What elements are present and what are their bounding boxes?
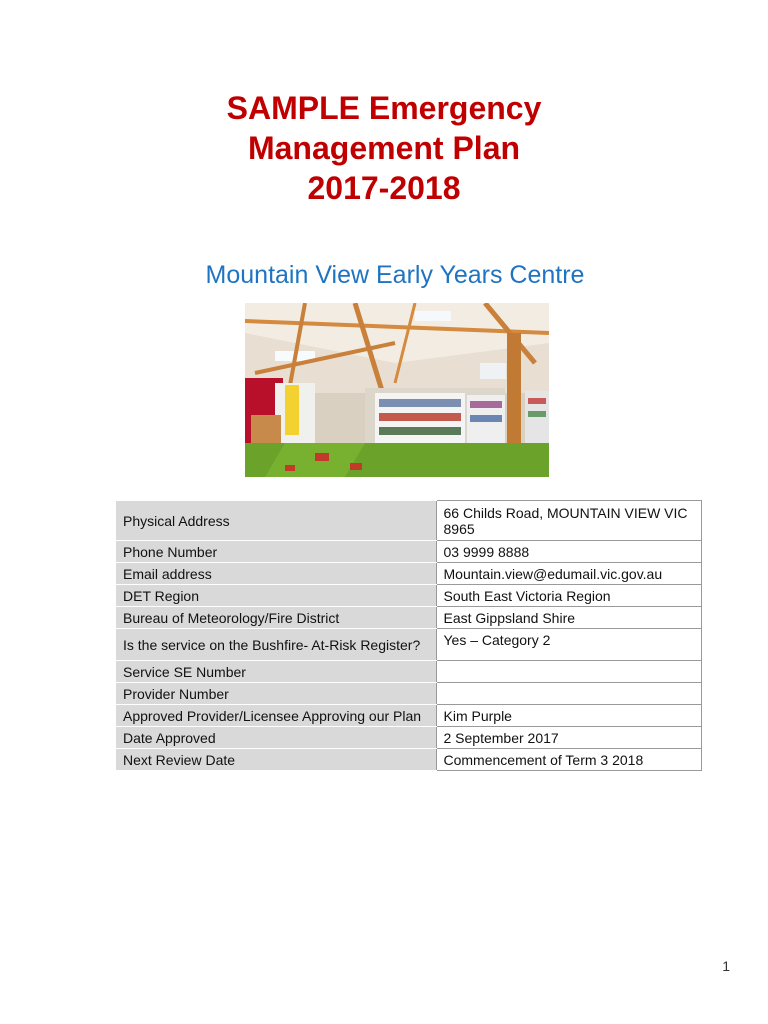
document-title (0, 88, 768, 208)
row-label-date-approved: Date Approved (116, 727, 436, 749)
row-label-service-se-number: Service SE Number (116, 661, 436, 683)
row-value-approved-provider: Kim Purple (436, 705, 702, 727)
centre-interior-photo (245, 303, 549, 477)
row-label-phone-number: Phone Number (116, 541, 436, 563)
table-row (116, 607, 702, 629)
table-row (116, 683, 702, 705)
row-label-physical-address: Physical Address (116, 501, 436, 541)
service-details-table (116, 500, 702, 771)
row-value-email: Mountain.view@edumail.vic.gov.au (436, 563, 702, 585)
table-row (116, 585, 702, 607)
title-line-3: 2017-2018 (307, 170, 461, 206)
row-value-fire-district: East Gippsland Shire (436, 607, 702, 629)
row-value-physical-address: 66 Childs Road, MOUNTAIN VIEW VIC 8965 (436, 501, 702, 541)
table-row (116, 629, 702, 661)
row-value-det-region: South East Victoria Region (436, 585, 702, 607)
title-line-1: SAMPLE Emergency (226, 90, 542, 126)
table-row (116, 541, 702, 563)
title-line-2: Management Plan (247, 130, 521, 166)
table-row (116, 749, 702, 771)
row-label-fire-district: Bureau of Meteorology/Fire District (116, 607, 436, 629)
row-label-email: Email address (116, 563, 436, 585)
row-value-provider-number (436, 683, 702, 705)
row-label-bushfire-register: Is the service on the Bushfire- At-Risk Register? (116, 629, 436, 661)
row-value-next-review-date: Commencement of Term 3 2018 (436, 749, 702, 771)
row-value-phone-number: 03 9999 8888 (436, 541, 702, 563)
centre-name: Mountain View Early Years Centre (205, 261, 585, 289)
table-row (116, 563, 702, 585)
table-row (116, 727, 702, 749)
table-row (116, 705, 702, 727)
row-value-service-se-number (436, 661, 702, 683)
row-value-date-approved: 2 September 2017 (436, 727, 702, 749)
row-label-det-region: DET Region (116, 585, 436, 607)
page-number: 1 (722, 958, 730, 974)
table-row (116, 501, 702, 541)
row-label-provider-number: Provider Number (116, 683, 436, 705)
row-label-approved-provider: Approved Provider/Licensee Approving our Plan (116, 705, 436, 727)
table-row (116, 661, 702, 683)
row-value-bushfire-register: Yes – Category 2 (436, 629, 702, 661)
row-label-next-review-date: Next Review Date (116, 749, 436, 771)
